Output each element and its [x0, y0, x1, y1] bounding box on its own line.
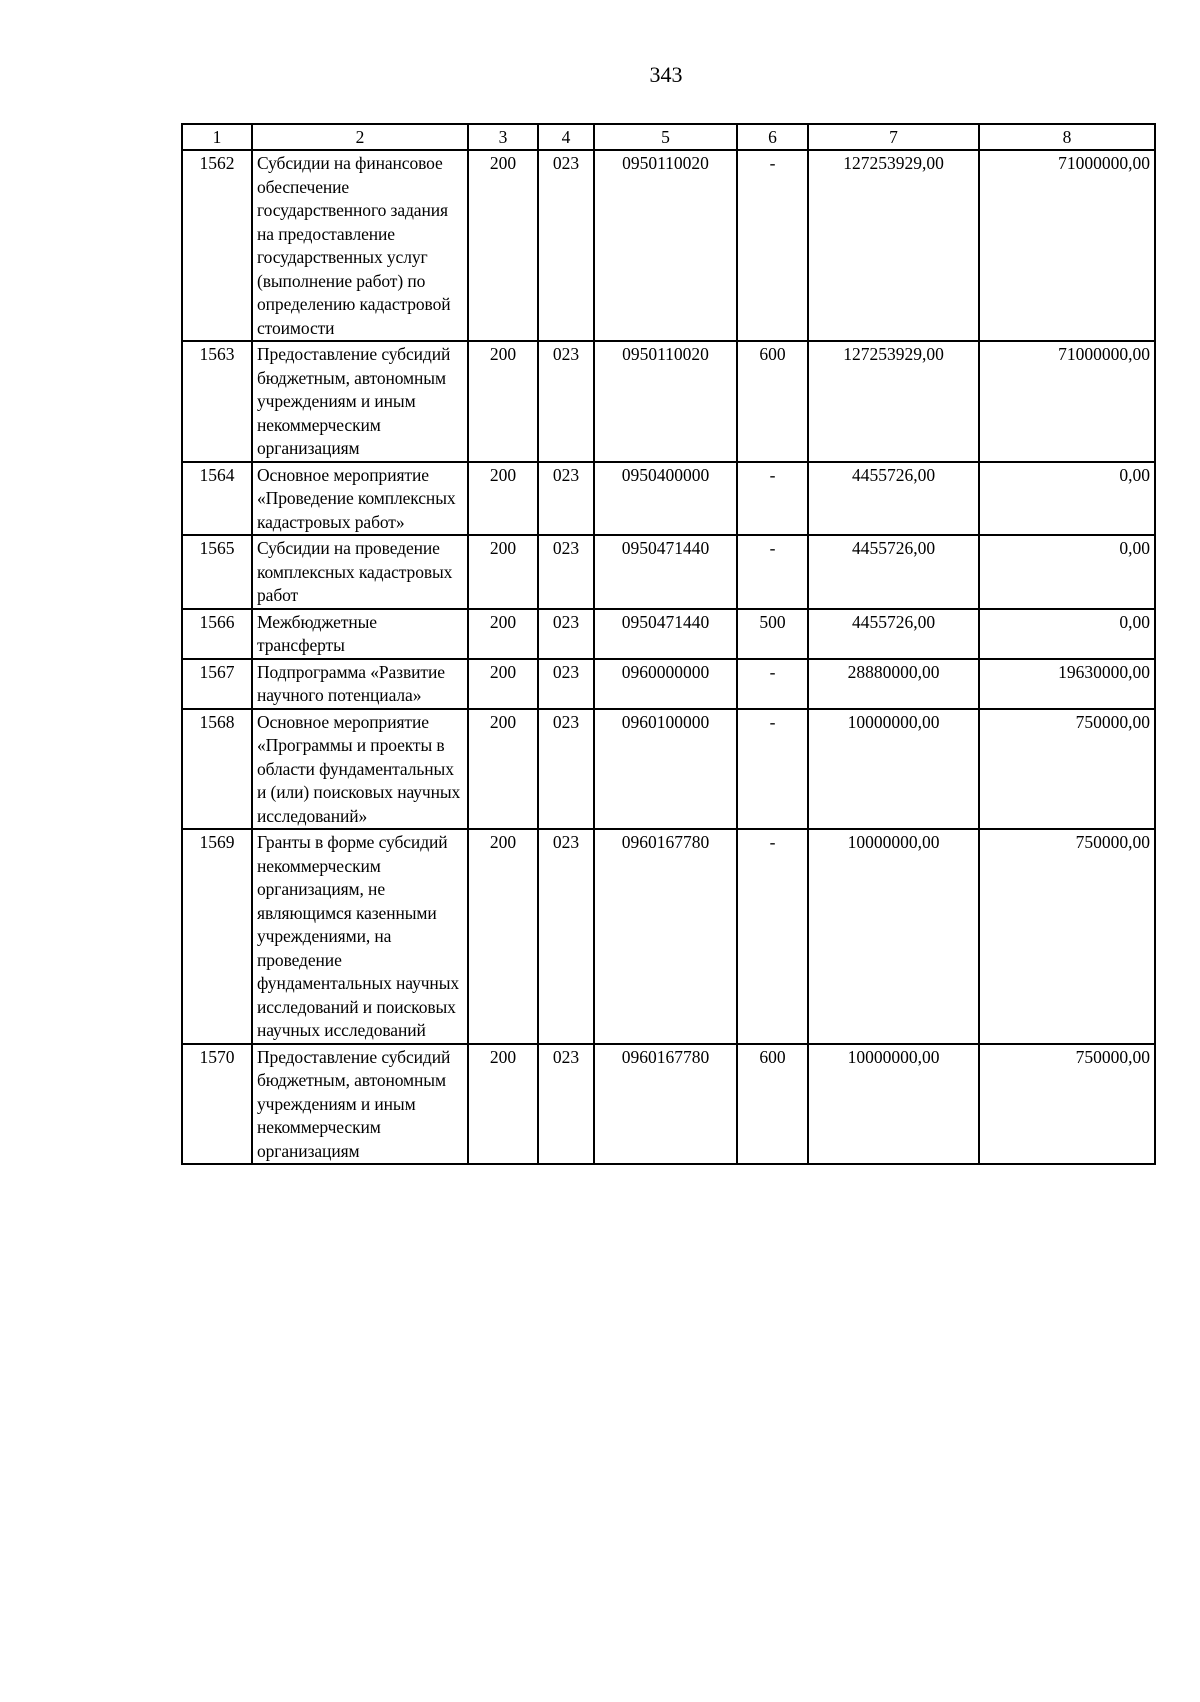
header-cell-3: 3: [468, 124, 538, 150]
row-ministry-code: 200: [468, 609, 538, 659]
row-target-article: 0960000000: [594, 659, 737, 709]
page-number: 343: [649, 62, 683, 87]
row-number: 1569: [182, 829, 252, 1044]
row-sum-1: 28880000,00: [808, 659, 979, 709]
table-row: [182, 709, 1155, 830]
row-sum-2: 19630000,00: [979, 659, 1155, 709]
row-section-code: 023: [538, 709, 594, 830]
row-ministry-code: 200: [468, 535, 538, 609]
row-name: Основное мероприятие «Программы и проекты в области фундаментальных и (или) поисковых научных исследований»: [252, 709, 468, 830]
header-cell-5: 5: [594, 124, 737, 150]
row-target-article: 0950471440: [594, 535, 737, 609]
row-name: Предоставление субсидий бюджетным, автономным учреждениям и иным некоммерческим организациям: [252, 1044, 468, 1165]
row-number: 1563: [182, 341, 252, 462]
table-row: [182, 609, 1155, 659]
row-sum-2: 0,00: [979, 609, 1155, 659]
row-sum-1: 127253929,00: [808, 341, 979, 462]
row-sum-2: 0,00: [979, 462, 1155, 536]
row-sum-2: 750000,00: [979, 829, 1155, 1044]
budget-table: [181, 123, 1156, 1165]
row-name: Субсидии на финансовое обеспечение государственного задания на предоставление государственных услуг (выполнение работ) по определению кадастровой стоимости: [252, 150, 468, 341]
row-ministry-code: 200: [468, 1044, 538, 1165]
row-expense-type: 600: [737, 341, 808, 462]
row-target-article: 0950471440: [594, 609, 737, 659]
row-expense-type: -: [737, 535, 808, 609]
table-row: [182, 829, 1155, 1044]
row-number: 1570: [182, 1044, 252, 1165]
row-ministry-code: 200: [468, 341, 538, 462]
row-target-article: 0950400000: [594, 462, 737, 536]
row-expense-type: 600: [737, 1044, 808, 1165]
row-sum-1: 4455726,00: [808, 462, 979, 536]
row-sum-1: 4455726,00: [808, 535, 979, 609]
row-target-article: 0950110020: [594, 150, 737, 341]
row-section-code: 023: [538, 462, 594, 536]
table-row: [182, 1044, 1155, 1165]
row-number: 1565: [182, 535, 252, 609]
row-ministry-code: 200: [468, 659, 538, 709]
row-target-article: 0950110020: [594, 341, 737, 462]
row-name: Основное мероприятие «Проведение комплексных кадастровых работ»: [252, 462, 468, 536]
header-cell-1: 1: [182, 124, 252, 150]
row-name: Гранты в форме субсидий некоммерческим организациям, не являющимся казенными учреждениями, на проведение фундаментальных научных исследований и поисковых научных исследований: [252, 829, 468, 1044]
row-ministry-code: 200: [468, 462, 538, 536]
row-name: Подпрограмма «Развитие научного потенциала»: [252, 659, 468, 709]
row-sum-1: 4455726,00: [808, 609, 979, 659]
row-number: 1567: [182, 659, 252, 709]
header-cell-2: 2: [252, 124, 468, 150]
table-row: [182, 535, 1155, 609]
row-target-article: 0960167780: [594, 829, 737, 1044]
header-row: [182, 124, 1155, 150]
row-number: 1568: [182, 709, 252, 830]
header-cell-7: 7: [808, 124, 979, 150]
row-name: Субсидии на проведение комплексных кадастровых работ: [252, 535, 468, 609]
row-section-code: 023: [538, 150, 594, 341]
table-row: [182, 659, 1155, 709]
row-expense-type: -: [737, 150, 808, 341]
row-target-article: 0960100000: [594, 709, 737, 830]
row-expense-type: -: [737, 462, 808, 536]
table-row: [182, 341, 1155, 462]
row-sum-1: 10000000,00: [808, 709, 979, 830]
table-row: [182, 462, 1155, 536]
row-sum-2: 750000,00: [979, 1044, 1155, 1165]
row-ministry-code: 200: [468, 150, 538, 341]
row-number: 1566: [182, 609, 252, 659]
row-name: Предоставление субсидий бюджетным, автономным учреждениям и иным некоммерческим организациям: [252, 341, 468, 462]
row-section-code: 023: [538, 609, 594, 659]
row-expense-type: -: [737, 709, 808, 830]
row-expense-type: -: [737, 659, 808, 709]
row-number: 1562: [182, 150, 252, 341]
row-ministry-code: 200: [468, 709, 538, 830]
row-sum-2: 71000000,00: [979, 150, 1155, 341]
row-sum-2: 71000000,00: [979, 341, 1155, 462]
row-section-code: 023: [538, 535, 594, 609]
row-sum-1: 10000000,00: [808, 829, 979, 1044]
row-section-code: 023: [538, 1044, 594, 1165]
row-section-code: 023: [538, 829, 594, 1044]
header-cell-4: 4: [538, 124, 594, 150]
header-cell-8: 8: [979, 124, 1155, 150]
row-ministry-code: 200: [468, 829, 538, 1044]
row-section-code: 023: [538, 341, 594, 462]
row-sum-1: 127253929,00: [808, 150, 979, 341]
row-target-article: 0960167780: [594, 1044, 737, 1165]
table-row: [182, 150, 1155, 341]
row-sum-2: 750000,00: [979, 709, 1155, 830]
row-sum-1: 10000000,00: [808, 1044, 979, 1165]
row-expense-type: -: [737, 829, 808, 1044]
header-cell-6: 6: [737, 124, 808, 150]
row-name: Межбюджетные трансферты: [252, 609, 468, 659]
row-number: 1564: [182, 462, 252, 536]
row-sum-2: 0,00: [979, 535, 1155, 609]
row-section-code: 023: [538, 659, 594, 709]
row-expense-type: 500: [737, 609, 808, 659]
